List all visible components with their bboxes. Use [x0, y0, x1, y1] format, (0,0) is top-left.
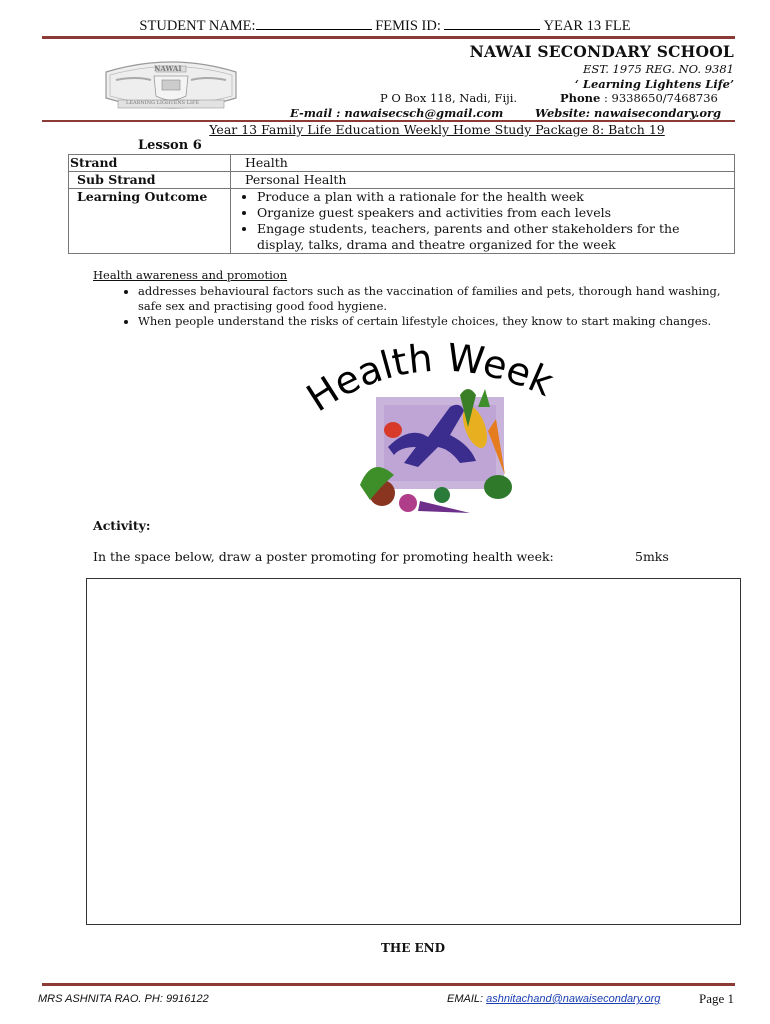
footer-email-label: EMAIL:: [447, 993, 487, 1005]
femis-id-field[interactable]: [444, 17, 540, 30]
logo-text-top: NAWAI: [154, 64, 182, 73]
school-motto: ‘ Learning Lightens Life’: [574, 77, 734, 91]
logo-text-bottom: LEARNING LIGHTENS LIFE: [126, 100, 200, 106]
poster-drawing-area[interactable]: [86, 578, 741, 925]
page-number: Page 1: [698, 991, 734, 1006]
substrand-label: Sub Strand: [69, 172, 231, 189]
footer-email-link[interactable]: ashnitachand@nawaisecondary.org: [486, 993, 661, 1005]
list-item: • When people understand the risks of certain lifestyle choices, they know to start making changes.: [138, 314, 738, 329]
the-end: THE END: [380, 941, 446, 955]
activity-marks: 5mks: [635, 549, 669, 564]
lesson-info-table: [68, 154, 735, 254]
student-header: [0, 17, 770, 35]
clipart-title: Health Week: [300, 335, 560, 421]
phone-value: : 9338650/7468736: [604, 91, 718, 105]
school-website: Website: nawaisecondary.org: [535, 106, 722, 120]
table-row: [69, 155, 735, 172]
school-address: P O Box 118, Nadi, Fiji.: [380, 91, 518, 105]
student-name-label: STUDENT NAME:: [139, 18, 256, 34]
list-item: • addresses behavioural factors such as the vaccination of families and pets, thorough hand washing, safe sex and practising good food hygiene.: [138, 284, 738, 314]
footer-email: [447, 993, 660, 1005]
package-title: Year 13 Family Life Education Weekly Home Study Package 8: Batch 19: [209, 122, 665, 137]
outcome-label: Learning Outcome: [69, 189, 231, 254]
section-title: Health awareness and promotion: [93, 268, 288, 282]
substrand-value: Personal Health: [231, 172, 735, 189]
outcome-list-cell: [231, 189, 735, 254]
footer-teacher: MRS ASHNITA RAO. PH: 9916122: [38, 993, 209, 1005]
phone-label: Phone: [560, 91, 601, 105]
outcome-list: [237, 189, 728, 253]
header-rule: [42, 36, 735, 39]
school-logo: [96, 58, 246, 114]
class-label: YEAR 13 FLE: [543, 18, 631, 34]
school-est: EST. 1975 REG. NO. 9381: [582, 62, 734, 76]
student-name-field[interactable]: [256, 17, 372, 30]
school-email: E-mail : nawaisecsch@gmail.com: [290, 106, 504, 120]
list-item: • Organize guest speakers and activities from each levels: [257, 205, 728, 221]
awareness-list: [118, 284, 738, 329]
health-week-clipart: [300, 335, 575, 520]
list-item: • Engage students, teachers, parents and other stakeholders for the display, talks, drama and theatre organized for the week: [257, 221, 728, 253]
school-name: NAWAI SECONDARY SCHOOL: [469, 42, 734, 61]
footer-rule: [42, 983, 735, 986]
school-phone: [560, 91, 718, 105]
strand-label: Strand: [69, 155, 231, 172]
activity-label: Activity:: [93, 518, 151, 533]
lesson-title: Lesson 6: [138, 138, 202, 153]
activity-instruction: In the space below, draw a poster promoting for promoting health week:: [93, 549, 554, 564]
femis-id-label: FEMIS ID:: [375, 18, 441, 34]
strand-value: Health: [231, 155, 735, 172]
vegetables-runner-icon: [300, 335, 575, 520]
table-row: [69, 172, 735, 189]
list-item: • Produce a plan with a rationale for the health week: [257, 189, 728, 205]
table-row: [69, 189, 735, 254]
